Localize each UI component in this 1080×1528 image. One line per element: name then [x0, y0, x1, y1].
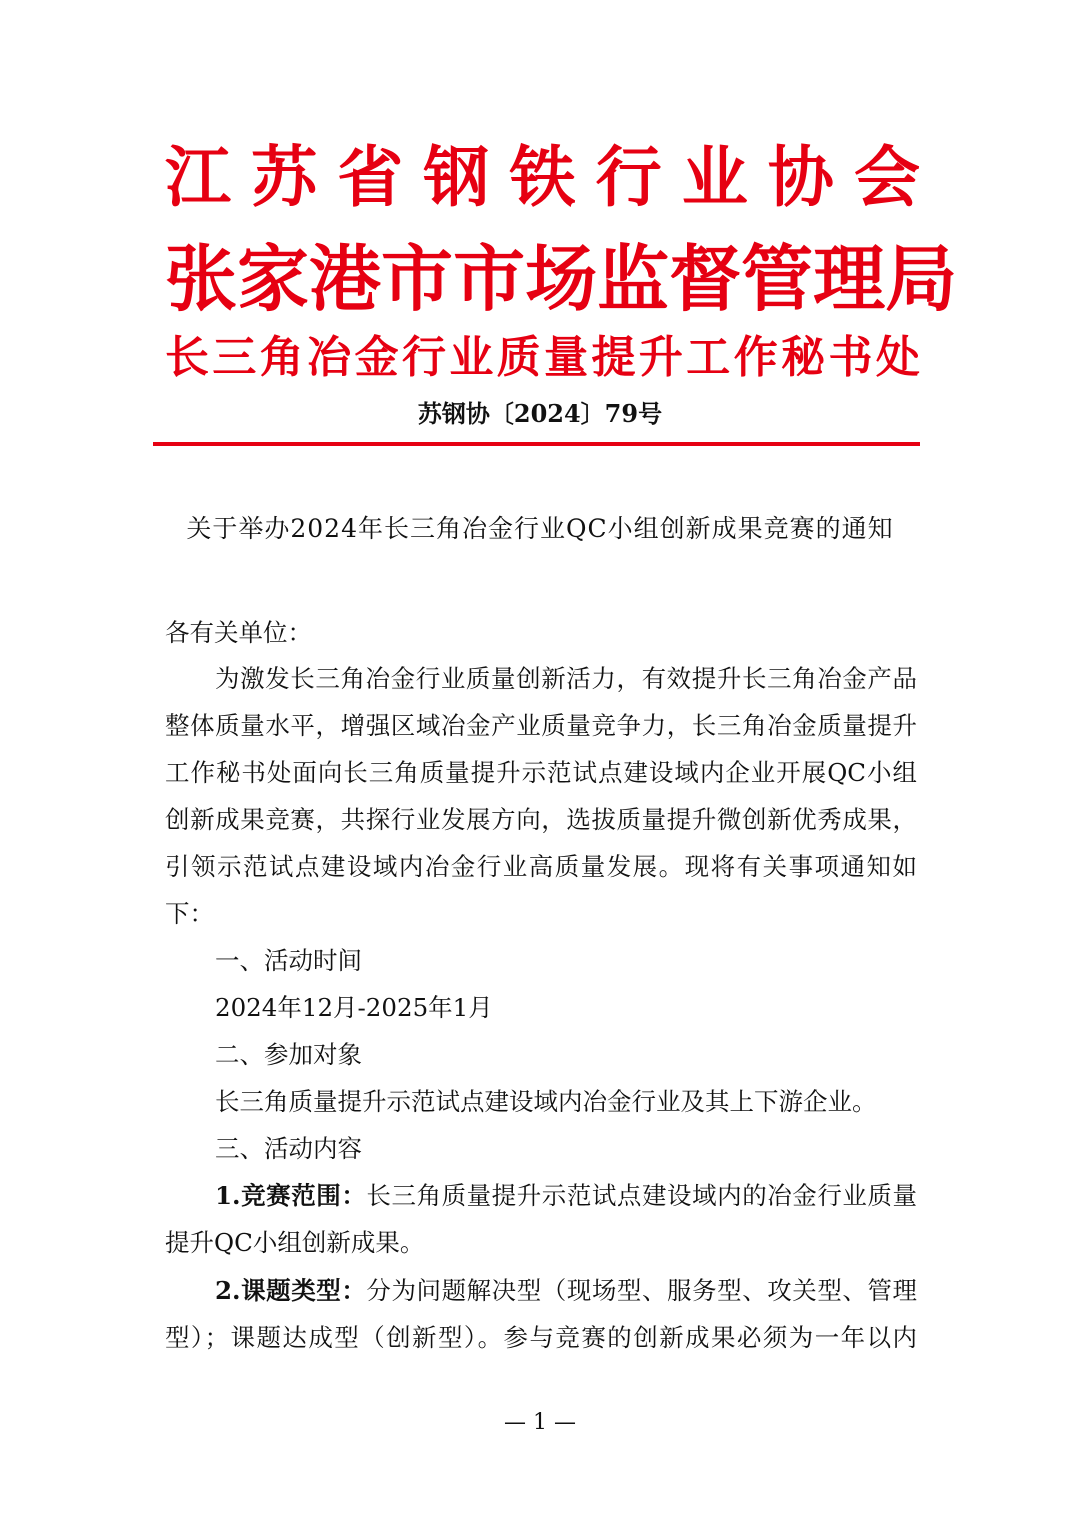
participants-text: 长三角质量提升示范试点建设域内冶金行业及其上下游企业。 [215, 1087, 877, 1116]
section-heading-participants: 二、参加对象 [215, 1040, 362, 1069]
item-scope-line-1 [215, 1179, 917, 1213]
activity-time: 2024年12月-2025年1月 [215, 993, 493, 1022]
item-type-line-1 [215, 1274, 917, 1308]
item-scope-line-2: 提升QC小组创新成果。 [165, 1228, 425, 1257]
document-title: 关于举办2024年长三角冶金行业QC小组创新成果竞赛的通知 [186, 514, 894, 543]
intro-line-4: 创新成果竞赛，共探行业发展方向，选拔质量提升微创新优秀成果， [165, 805, 917, 834]
section-heading-content: 三、活动内容 [215, 1134, 362, 1163]
intro-line-3: 工作秘书处面向长三角质量提升示范试点建设域内企业开展QC小组 [165, 758, 917, 787]
document-number: 苏钢协〔2024〕79号 [417, 399, 663, 428]
section-heading-time: 一、活动时间 [215, 946, 362, 975]
salutation: 各有关单位： [165, 618, 312, 647]
intro-line-5: 引领示范试点建设域内冶金行业高质量发展。现将有关事项通知如 [165, 852, 917, 881]
red-separator-rule [153, 442, 920, 446]
issuer-yangtze-delta-secretariat: 长 三 角 冶 金 行 业 质 量 提 升 工 作 秘 书 处 [165, 332, 920, 383]
item-type-line-2: 型）；课题达成型（创新型）。参与竞赛的创新成果必须为一年以内 [165, 1323, 917, 1352]
page-number: — 1 — [504, 1410, 576, 1435]
item-type-text: 分为问题解决型（现场型、服务型、攻关型、管理 [366, 1276, 918, 1305]
issuer-jiangsu-steel-association: 江 苏 省 钢 铁 行 业 协 会 [165, 139, 920, 216]
item-scope-label: 1.竞赛范围： [215, 1181, 367, 1210]
issuer-zhangjiagang-market-regulation-bureau: 张 家 港 市 市 场 监 督 管 理 局 [165, 237, 958, 321]
intro-line-6: 下： [165, 899, 214, 928]
intro-line-2: 整体质量水平，增强区域冶金产业质量竞争力，长三角冶金质量提升 [165, 711, 917, 740]
intro-line-1: 为激发长三角冶金行业质量创新活力，有效提升长三角冶金产品 [215, 664, 917, 693]
item-scope-text: 长三角质量提升示范试点建设域内的冶金行业质量 [366, 1181, 918, 1210]
item-type-label: 2.课题类型： [215, 1276, 367, 1305]
